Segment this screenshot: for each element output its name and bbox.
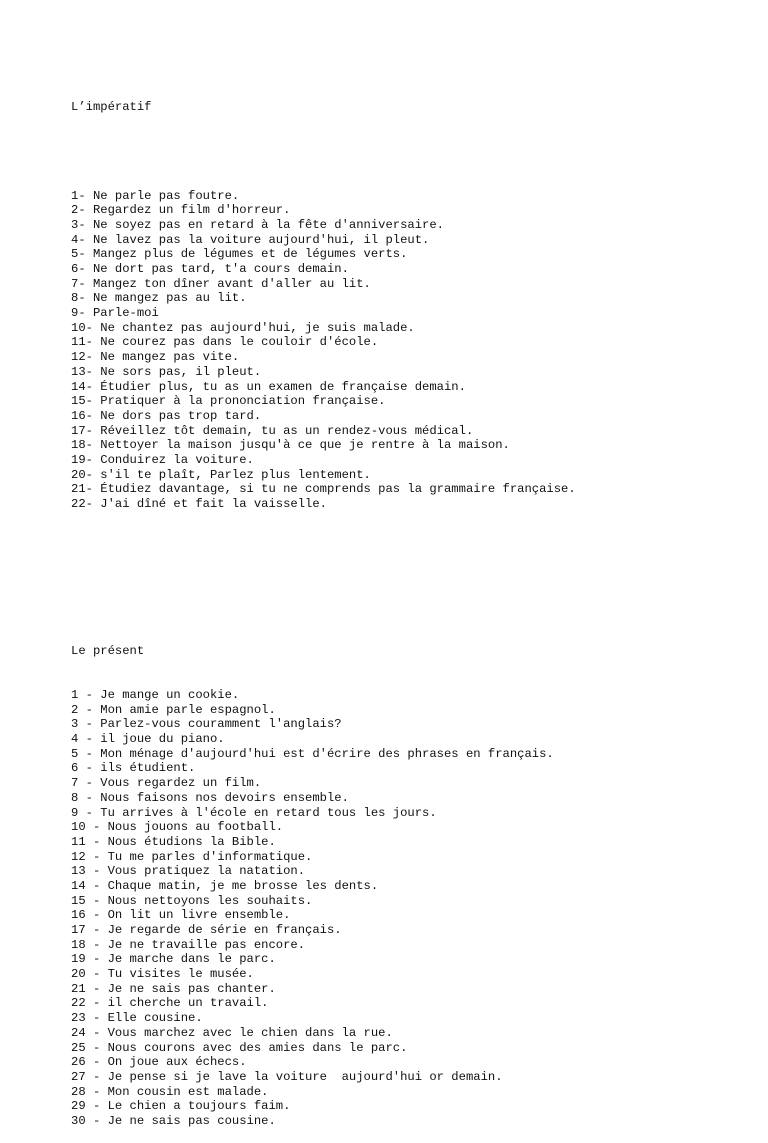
present-sentence: 17 - Je regarde de série en français.: [71, 923, 342, 938]
imperatif-sentence: 18- Nettoyer la maison jusqu'à ce que je rentre à la maison.: [71, 438, 510, 453]
imperatif-sentence-list: [71, 189, 751, 512]
present-sentence: 16 - On lit un livre ensemble.: [71, 908, 291, 923]
present-sentence: 30 - Je ne sais pas cousine.: [71, 1113, 276, 1128]
imperatif-sentence: 10- Ne chantez pas aujourd'hui, je suis malade.: [71, 320, 415, 335]
present-sentence: 27 - Je pense si je lave la voiture aujourd'hui or demain.: [71, 1069, 503, 1084]
present-sentence: 19 - Je marche dans le parc.: [71, 952, 276, 967]
present-sentence: 24 - Vous marchez avec le chien dans la rue.: [71, 1025, 393, 1040]
imperatif-sentence: 1- Ne parle pas foutre.: [71, 188, 240, 203]
present-sentence-list: [71, 688, 751, 1129]
imperatif-sentence: 16- Ne dors pas trop tard.: [71, 408, 262, 423]
imperatif-sentence: 22- J'ai dîné et fait la vaisselle.: [71, 497, 327, 512]
present-sentence: 22 - il cherche un travail.: [71, 996, 269, 1011]
imperatif-sentence: 15- Pratiquer à la prononciation française.: [71, 394, 386, 409]
present-sentence: 1 - Je mange un cookie.: [71, 688, 240, 703]
present-sentence: 13 - Vous pratiquez la natation.: [71, 864, 306, 879]
present-sentence: 10 - Nous jouons au football.: [71, 820, 284, 835]
present-sentence: 14 - Chaque matin, je me brosse les dents.: [71, 878, 379, 893]
imperatif-sentence: 21- Étudiez davantage, si tu ne comprends pas la grammaire française.: [71, 482, 576, 497]
imperatif-sentence: 8- Ne mangez pas au lit.: [71, 291, 247, 306]
present-sentence: 21 - Je ne sais pas chanter.: [71, 981, 276, 996]
imperatif-sentence: 19- Conduirez la voiture.: [71, 452, 254, 467]
present-sentence: 11 - Nous étudions la Bible.: [71, 834, 276, 849]
present-sentence: 7 - Vous regardez un film.: [71, 776, 262, 791]
imperatif-sentence: 9- Parle-moi: [71, 306, 159, 321]
imperatif-sentence: 7- Mangez ton dîner avant d'aller au lit.: [71, 276, 371, 291]
imperatif-sentence: 17- Réveillez tôt demain, tu as un rendez-vous médical.: [71, 423, 474, 438]
document-page: [71, 71, 751, 1143]
imperatif-sentence: 13- Ne sors pas, il pleut.: [71, 364, 262, 379]
imperatif-sentence: 14- Étudier plus, tu as un examen de française demain.: [71, 379, 466, 394]
present-sentence: 20 - Tu visites le musée.: [71, 967, 254, 982]
imperatif-sentence: 4- Ne lavez pas la voiture aujourd'hui, il pleut.: [71, 232, 430, 247]
blank-line: [71, 145, 751, 160]
present-sentence: 29 - Le chien a toujours faim.: [71, 1099, 291, 1114]
imperatif-sentence: 12- Ne mangez pas vite.: [71, 350, 240, 365]
present-sentence: 26 - On joue aux échecs.: [71, 1055, 247, 1070]
imperatif-sentence: 11- Ne courez pas dans le couloir d'école.: [71, 335, 379, 350]
present-sentence: 12 - Tu me parles d'informatique.: [71, 849, 313, 864]
present-sentence: 4 - il joue du piano.: [71, 732, 225, 747]
present-sentence: 6 - ils étudient.: [71, 761, 196, 776]
section-gap: [71, 556, 751, 600]
present-sentence: 23 - Elle cousine.: [71, 1011, 203, 1026]
present-sentence: 3 - Parlez-vous couramment l'anglais?: [71, 717, 342, 732]
imperatif-sentence: 5- Mangez plus de légumes et de légumes verts.: [71, 247, 408, 262]
present-sentence: 9 - Tu arrives à l'école en retard tous les jours.: [71, 805, 437, 820]
present-sentence: 18 - Je ne travaille pas encore.: [71, 937, 306, 952]
section-title-imperatif: L’impératif: [71, 100, 152, 115]
present-sentence: 2 - Mon amie parle espagnol.: [71, 702, 276, 717]
imperatif-sentence: 6- Ne dort pas tard, t'a cours demain.: [71, 262, 349, 277]
present-sentence: 28 - Mon cousin est malade.: [71, 1084, 269, 1099]
present-sentence: 5 - Mon ménage d'aujourd'hui est d'écrire des phrases en français.: [71, 746, 554, 761]
present-sentence: 25 - Nous courons avec des amies dans le parc.: [71, 1040, 408, 1055]
present-sentence: 8 - Nous faisons nos devoirs ensemble.: [71, 790, 349, 805]
section-title-present: Le présent: [71, 643, 145, 658]
imperatif-sentence: 3- Ne soyez pas en retard à la fête d'anniversaire.: [71, 217, 444, 232]
imperatif-sentence: 2- Regardez un film d'horreur.: [71, 203, 291, 218]
imperatif-sentence: 20- s'il te plaît, Parlez plus lentement.: [71, 467, 371, 482]
present-sentence: 15 - Nous nettoyons les souhaits.: [71, 893, 313, 908]
